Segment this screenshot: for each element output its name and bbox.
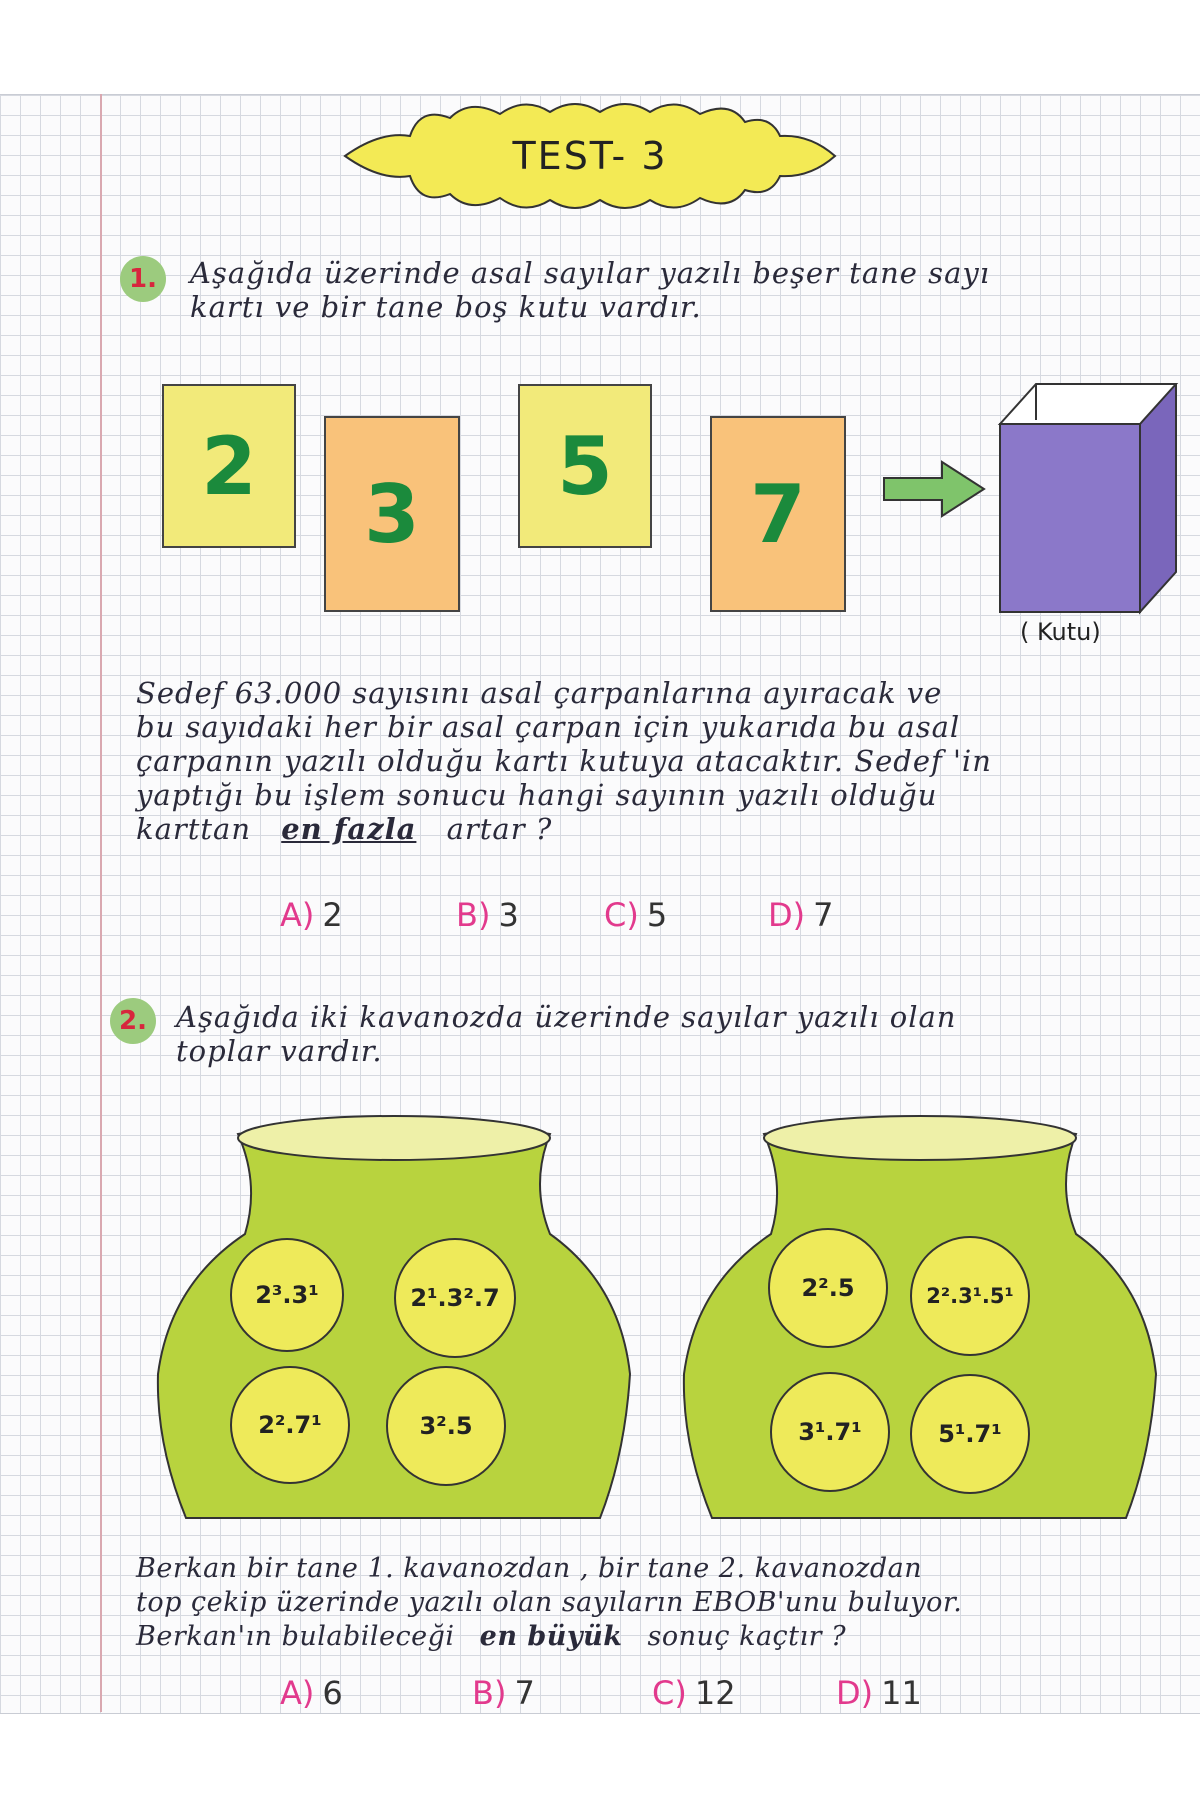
q2-choice-d-value: 11	[881, 1674, 922, 1712]
q1-choice-b-letter: B)	[456, 896, 491, 934]
q1-emphasis: en fazla	[281, 812, 417, 846]
q1-body-line1: Sedef 63.000 sayısını asal çarpanlarına ayıracak ve	[136, 676, 943, 710]
prime-card-3	[324, 416, 460, 612]
arrow-right-icon	[880, 456, 990, 522]
prime-card-2	[162, 384, 296, 548]
title-text: TEST- 3	[512, 134, 668, 178]
q1-number-badge: 1.	[120, 256, 166, 302]
q2-body-line2: top çekip üzerinde yazılı olan sayıların EBOB'unu buluyor.	[136, 1587, 963, 1618]
q2-body-line3-pre: Berkan'ın bulabileceği	[136, 1621, 455, 1652]
q2-choice-c-letter: C)	[652, 1674, 687, 1712]
q1-choice-c-value: 5	[646, 896, 668, 934]
jar-1	[150, 1114, 640, 1522]
q1-choice-a[interactable]	[280, 896, 343, 934]
prime-card-7	[710, 416, 846, 612]
q2-number-badge: 2.	[110, 998, 156, 1044]
q1-intro-line1: Aşağıda üzerinde asal sayılar yazılı beşer tane sayı	[190, 256, 991, 290]
q2-choice-d[interactable]	[836, 1674, 922, 1712]
q2-choice-a-letter: A)	[280, 1674, 315, 1712]
q1-body-line4: yaptığı bu işlem sonucu hangi sayının yazılı olduğu	[136, 778, 938, 812]
q1-body-line3: çarpanın yazılı olduğu kartı kutuya atacaktır. Sedef 'in	[136, 744, 992, 778]
q1-choice-b[interactable]	[456, 896, 519, 934]
q1-body-line5-pre: karttan	[136, 812, 251, 846]
q1-intro-line2: kartı ve bir tane boş kutu vardır.	[190, 290, 702, 324]
jar2-ball-4: 5¹.7¹	[910, 1374, 1030, 1494]
jar1-ball-4: 3².5	[386, 1366, 506, 1486]
q1-choice-d[interactable]	[768, 896, 833, 934]
q1-choice-c[interactable]	[604, 896, 667, 934]
q2-intro-line2: toplar vardır.	[176, 1034, 383, 1068]
prime-card-5-value: 5	[557, 419, 613, 513]
empty-box	[996, 380, 1186, 616]
q2-intro	[176, 1000, 1176, 1068]
q1-choice-c-letter: C)	[604, 896, 639, 934]
q2-choice-d-letter: D)	[836, 1674, 874, 1712]
q1-intro	[190, 256, 1180, 324]
jar2-ball-1: 2².5	[768, 1228, 888, 1348]
q1-choice-b-value: 3	[498, 896, 519, 934]
jar2-ball-3: 3¹.7¹	[770, 1372, 890, 1492]
q1-choice-d-letter: D)	[768, 896, 806, 934]
q2-emphasis: en büyük	[479, 1621, 623, 1652]
margin-line	[100, 94, 102, 1712]
q2-body-line3	[136, 1620, 1186, 1654]
q2-body-line3-post: sonuç kaçtır ?	[647, 1621, 847, 1652]
q2-choice-c-value: 12	[694, 1674, 736, 1712]
jar1-ball-2: 2¹.3².7	[394, 1238, 516, 1358]
prime-card-2-value: 2	[201, 419, 257, 513]
q2-choice-a-value: 6	[322, 1674, 343, 1712]
q2-intro-line1: Aşağıda iki kavanozda üzerinde sayılar yazılı olan	[176, 1000, 957, 1034]
title-banner	[340, 96, 840, 216]
prime-card-5	[518, 384, 652, 548]
q1-body-line2: bu sayıdaki her bir asal çarpan için yukarıda bu asal	[136, 710, 961, 744]
jar2-ball-2: 2².3¹.5¹	[910, 1236, 1030, 1356]
q1-body-line5	[136, 812, 1176, 846]
q2-choice-b[interactable]	[472, 1674, 535, 1712]
q2-body	[136, 1552, 1186, 1654]
q2-choice-b-letter: B)	[472, 1674, 507, 1712]
jar1-ball-1: 2³.3¹	[230, 1238, 344, 1352]
q1-choice-d-value: 7	[813, 896, 834, 934]
q2-choice-c[interactable]	[652, 1674, 736, 1712]
q2-choice-b-value: 7	[514, 1674, 535, 1712]
q1-choice-a-letter: A)	[280, 896, 315, 934]
jar1-ball-3: 2².7¹	[230, 1366, 350, 1484]
q2-choice-a[interactable]	[280, 1674, 343, 1712]
q1-body	[136, 676, 1176, 846]
q2-body-line1: Berkan bir tane 1. kavanozdan , bir tane 2. kavanozdan	[136, 1553, 923, 1584]
prime-card-3-value: 3	[364, 467, 420, 561]
q1-body-line5-post: artar ?	[446, 812, 553, 846]
q1-choice-a-value: 2	[322, 896, 343, 934]
box-label: ( Kutu)	[1020, 618, 1101, 646]
prime-card-7-value: 7	[750, 467, 806, 561]
